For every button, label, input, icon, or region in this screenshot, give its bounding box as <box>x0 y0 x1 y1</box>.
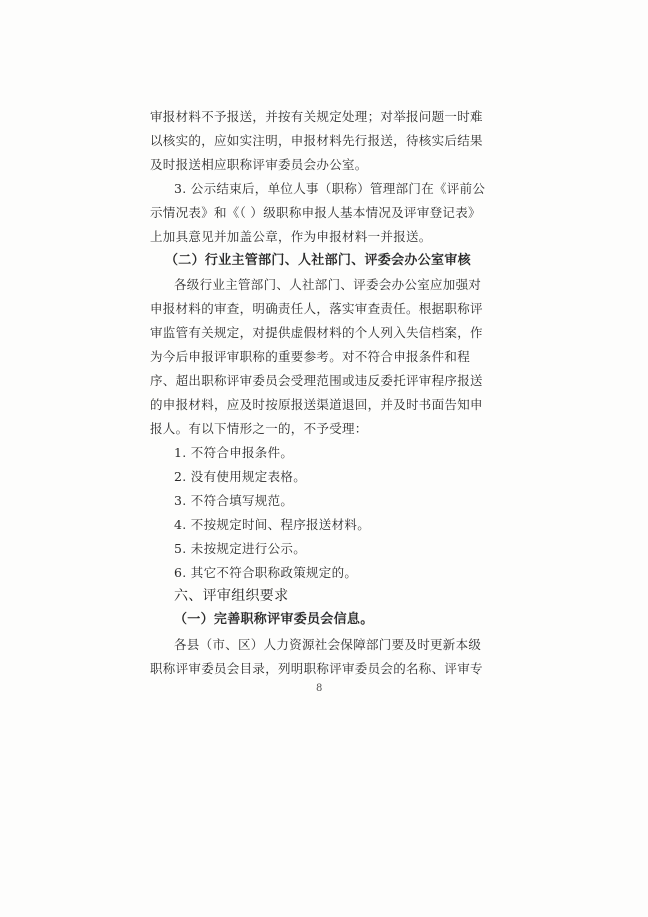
list-item: 5. 未按规定进行公示。 <box>174 541 306 556</box>
body-text-line: 及时报送相应职称评审委员会办公室。 <box>150 157 368 172</box>
list-item: 6. 其它不符合职称政策规定的。 <box>174 565 358 580</box>
list-item: 2. 没有使用规定表格。 <box>174 469 306 484</box>
chapter-heading: 六、评审组织要求 <box>174 588 289 604</box>
body-text-line: 各级行业主管部门、人社部门、评委会办公室应加强对 <box>174 277 482 292</box>
body-text-line: 示情况表》和《（ ）级职称申报人基本情况及评审登记表》 <box>150 205 481 220</box>
body-text-line: 审监管有关规定，对提供虚假材料的个人列入失信档案，作 <box>150 325 483 340</box>
body-text-line: 上加具意见并加盖公章，作为申报材料一并报送。 <box>150 229 432 244</box>
body-text-line: 审报材料不予报送，并按有关规定处理；对举报问题一时难 <box>150 109 483 124</box>
body-text-line: 职称评审委员会目录，列明职称评审委员会的名称、评审专 <box>150 661 483 676</box>
body-text-line: 的申报材料，应及时按原报送渠道退回，并及时书面告知申 <box>150 397 483 412</box>
list-item: 3. 不符合填写规范。 <box>174 493 294 508</box>
body-text-line: 申报材料的审查，明确责任人，落实审查责任。根据职称评 <box>150 301 483 316</box>
list-item: 1. 不符合申报条件。 <box>174 445 294 460</box>
body-text-line: 3. 公示结束后，单位人事（职称）管理部门在《评前公 <box>174 181 486 196</box>
body-text-line: 为今后申报评审职称的重要参考。对不符合申报条件和程 <box>150 349 471 364</box>
body-text-line: 报人。有以下情形之一的，不予受理： <box>150 421 368 436</box>
body-text-line: 以核实的，应如实注明，申报材料先行报送，待核实后结果 <box>150 133 483 148</box>
list-item: 4. 不按规定时间、程序报送材料。 <box>174 517 371 532</box>
section-heading: （二）行业主管部门、人社部门、评委会办公室审核 <box>165 253 471 268</box>
page-number: 8 <box>316 683 323 694</box>
body-text-line: 各县（市、区）人力资源社会保障部门要及时更新本级 <box>174 637 482 652</box>
body-text-line: 序、超出职称评审委员会受理范围或违反委托评审程序报送 <box>150 373 483 388</box>
section-heading: （一）完善职称评审委员会信息。 <box>174 612 374 627</box>
